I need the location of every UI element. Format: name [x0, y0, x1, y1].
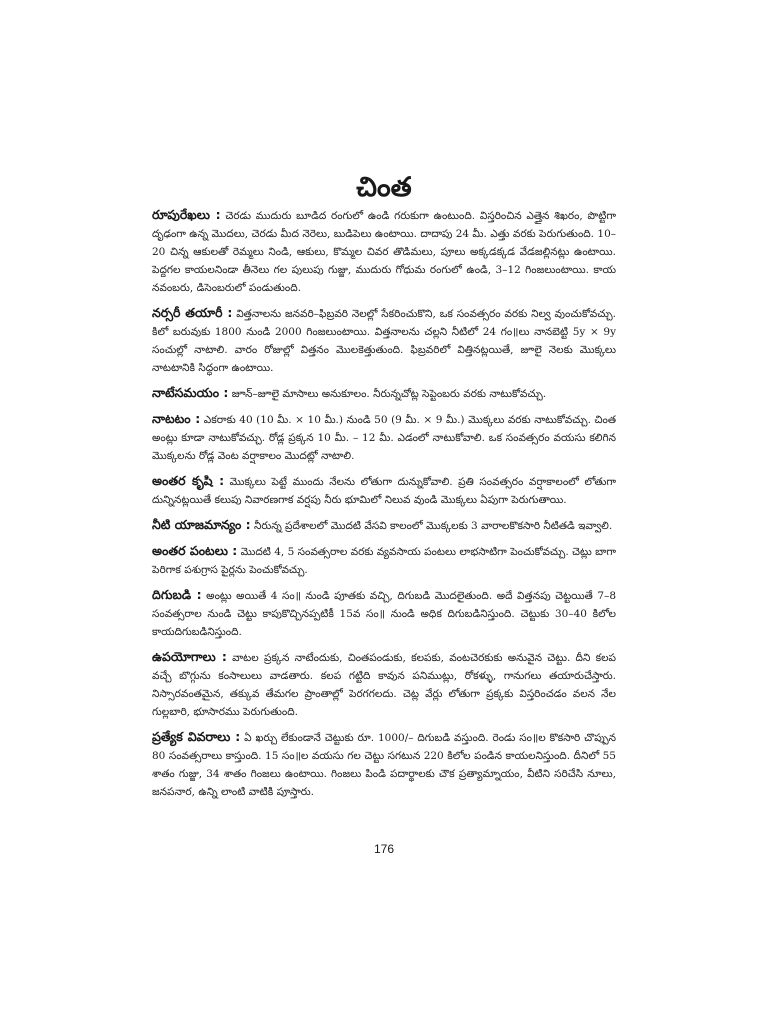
section-text: మొదటి 4, 5 సంవత్సరాల వరకు వ్యవసాయ పంటలు లాభసాటిగా పెంచుకోవచ్చు. చెట్లు బాగా పెరిగాక పశుగ్రాస పైర్లను పెంచుకోవచ్చు. [152, 546, 616, 576]
section-text: నీరున్న ప్రదేశాలలో మొదటి వేసవి కాలంలో మొక్కలకు 3 వారాలకొకసారి నీటితడి ఇవ్వాలి. [253, 520, 613, 532]
section-intercrops [152, 542, 616, 579]
section-text: ఎకరాకు 40 (10 మీ. × 10 మీ.) నుండి 50 (9 మీ. × 9 మీ.) మొక్కలు వరకు నాటుకోవచ్చు. చింత అంట్లు కూడా నాటుకోవచ్చు. రోడ్ల ప్రక్కన 10 మీ. – 12 మీ. ఎడంలో నాటుకోవాలి. ఒక సంవత్సరం వయసు కలిగిన మొక్కలను రోడ్ల వెంట వర్షాకాలం మొదట్లో నాటాలి. [152, 414, 616, 462]
section-nursery [152, 304, 616, 377]
section-text: అంట్లు అయితే 4 సం॥ నుండి పూతకు వచ్చి, దిగుబడి మొదలైతుంది. అదే విత్తనపు చెట్టయితే 7–8 సంవత్సరాల నుండి చెట్టు కాపుకొచ్చినప్పటికీ 15వ సం॥ నుండి అధిక దిగుబడినిస్తుంది. చెట్టుకు 30–40 కిలోల కాయదిగుబడినిస్తుంది. [152, 590, 616, 638]
section-intercultivation [152, 472, 616, 509]
section-text: మొక్కలు పెట్టే ముందు నేలను లోతుగా దున్నుకోవాలి. ప్రతి సంవత్సరం వర్షాకాలంలో లోతుగా దున్నినట్లయితే కలుపు నివారణగాక వర్షపు నీరు భూమిలో నిలువ వుండి మొక్కలు ఏపుగా పెరుగుతాయి. [152, 476, 616, 506]
section-uses [152, 648, 616, 721]
section-text: ఏ ఖర్చు లేకుండానే చెట్టుకు రూ. 1000/– దిగుబడి వస్తుంది. రెండు సం॥ల కొకసారి చొప్పున 80 సంవత్సరాలు కాస్తుంది. 15 సం॥ల వయసు గల చెట్టు సగటున 220 కిలోల పండిన కాయలనిస్తుంది. దీనిలో 55 శాతం గుజ్జు, 34 శాతం గింజలు ఉంటాయి. గింజలు పిండి పదార్థాలకు చౌక ప్రత్యామ్నాయం, వీటిని సరిచేసి నూలు, జనపనార, ఉన్ని లాంటి వాటికి పూస్తారు. [152, 732, 617, 798]
section-heading: నాటటం : [152, 411, 201, 426]
section-heading: రూపురేఖలు : [152, 207, 221, 222]
page-title: చింత [356, 172, 412, 203]
section-text: విత్తనాలను జనవరి–ఫిబ్రవరి నెలల్లో సేకరించుకొని, ఒక సంవత్సరం వరకు నిల్వ వుంచుకోవచ్చు. కిలో బరువుకు 1800 నుండి 2000 గింజలుంటాయి. విత్తనాలను చల్లని నీటిలో 24 గం॥లు నానబెట్టి 5y × 9y సంచుల్లో నాటాలి. వారం రోజుల్లో విత్తనం మొలకెత్తుతుంది. ఫిబ్రవరిలో విత్తినట్లయితే, జూలై నెలకు మొక్కలు నాటటానికి సిద్ధంగా ఉంటాయి. [152, 308, 617, 374]
section-text: వాటల ప్రక్కన నాటేందుకు, చింతపండుకు, కలపకు, వంటచెరకుకు అనువైన చెట్టు. దీని కలప వచ్చే బొగ్గును కంసాలులు వాడతారు. కలప గట్టిది కావున పనిముట్లు, రోకళ్ళు, గానుగలు తయారుచేస్తారు. నిస్సారవంతమైన, తక్కువ తేమగల ప్రాంతాల్లో పెరగగలదు. చెట్ల వేర్లు లోతుగా ప్రక్కకు విస్తరించడం వలన నేల గుల్లబారి, భూసారము పెరుగుతుంది. [152, 652, 616, 718]
section-special-details [152, 728, 616, 801]
section-description [152, 206, 616, 297]
section-yield [152, 586, 616, 641]
section-water-management [152, 516, 616, 535]
section-heading: ప్రత్యేక వివరాలు : [152, 729, 241, 744]
section-text: చెరడు ముదురు బూడిద రంగులో ఉండి గరుకుగా ఉంటుంది. విస్తరించిన ఎత్తైన శిఖరం, పొట్టిగా దృఢంగా ఉన్న మొదలు, చెరడు మీద నెరెలు, బుడిపెలు ఉంటాయి. దాదాపు 24 మీ. ఎత్తు వరకు పెరుగుతుంది. 10–20 చిన్న ఆకులతో రెమ్మలు నిండి, ఆకులు, కొమ్మల చివర తొడిమలు, పూలు అక్కడక్కడ వేడజల్లినట్లు ఉంటాయి. పెద్దగల కాయలనిండా తీనెలు గల పులుపు గుజ్జు, ముదురు గోధుమ రంగులో ఉండి, 3–12 గింజలుంటాయి. కాయ నవంబరు, డిసెంబరులో పండుతుంది. [152, 210, 616, 294]
section-heading: అంతర పంటలు : [152, 543, 238, 558]
section-heading: నీటి యాజమాన్యం : [152, 517, 251, 532]
section-text: జూన్–జూలై మాసాలు అనుకూలం. నీరున్నచోట్ల సెప్టెంబరు వరకు నాటుకోవచ్చు. [231, 388, 547, 400]
section-heading: నర్సరీ తయారీ : [152, 305, 233, 320]
section-planting-season [152, 384, 616, 403]
content-body [152, 206, 616, 808]
section-heading: నాటేసమయం : [152, 385, 229, 400]
section-planting [152, 410, 616, 465]
page-number: 176 [373, 842, 395, 856]
section-heading: దిగుబడి : [152, 587, 202, 602]
section-heading: అంతర కృషి : [152, 473, 225, 488]
section-heading: ఉపయోగాలు : [152, 649, 227, 664]
